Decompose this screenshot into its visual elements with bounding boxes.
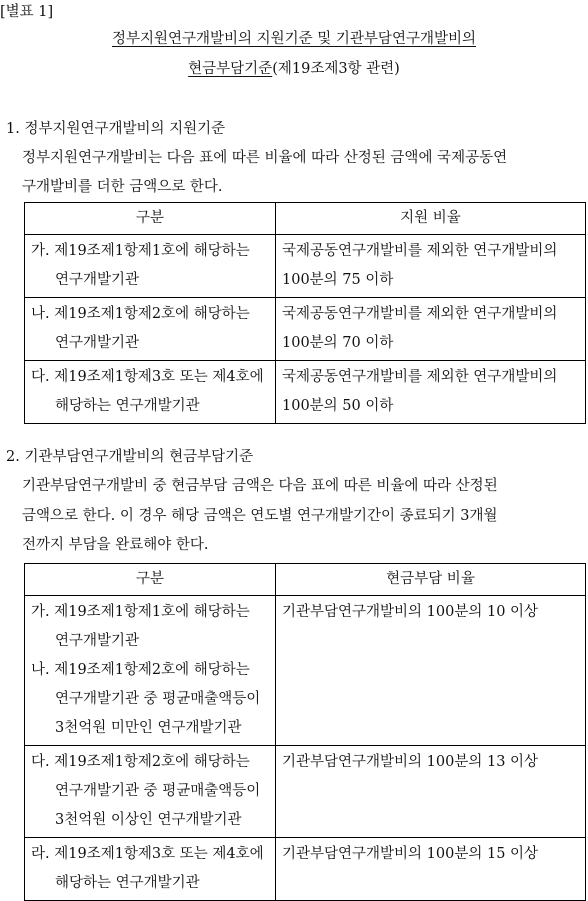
table-header-row xyxy=(25,564,586,596)
category-line: 3천억원 미만인 연구개발기관 xyxy=(55,720,242,736)
header-category: 구분 xyxy=(25,564,276,596)
category-line: 연구개발기관 xyxy=(55,272,140,288)
rate-line: 100분의 50 이하 xyxy=(282,398,394,414)
category-line: 연구개발기관 xyxy=(55,335,140,351)
rate-line: 기관부담연구개발비의 100분의 13 이상 xyxy=(282,754,539,770)
rate-line: 국제공동연구개발비를 제외한 연구개발비의 xyxy=(282,243,558,259)
document-title-line1: 정부지원연구개발비의 지원기준 및 기관부담연구개발비의 xyxy=(111,31,476,47)
category-line: 연구개발기관 중 평균매출액등이 xyxy=(55,783,261,799)
rate-line: 기관부담연구개발비의 100분의 10 이상 xyxy=(282,604,539,620)
category-line: 연구개발기관 중 평균매출액등이 xyxy=(55,691,261,707)
header-category: 구분 xyxy=(25,203,276,235)
rate-line: 기관부담연구개발비의 100분의 15 이상 xyxy=(282,846,539,862)
support-ratio-table xyxy=(24,202,586,424)
rate-line: 100분의 70 이하 xyxy=(282,335,394,351)
category-line: 해당하는 연구개발기관 xyxy=(55,398,200,414)
category-line: 연구개발기관 xyxy=(55,633,140,649)
section2-body-line3: 전까지 부담을 완료해야 한다. xyxy=(22,537,209,553)
table-row xyxy=(25,838,586,901)
header-cash-burden-ratio: 현금부담 비율 xyxy=(276,564,586,596)
category-line: 가. 제19조제1항제1호에 해당하는 xyxy=(31,243,250,259)
document-title-line2 xyxy=(0,57,588,78)
section1-body-line1: 정부지원연구개발비는 다음 표에 따른 비율에 따라 산정된 금액에 국제공동연 xyxy=(22,150,508,166)
section2-body-line2: 금액으로 한다. 이 경우 해당 금액은 연도별 연구개발기간이 종료되기 3개월 xyxy=(22,508,498,524)
category-line: 라. 제19조제1항제3호 또는 제4호에 xyxy=(31,846,264,862)
table-row xyxy=(25,746,586,838)
table-row xyxy=(25,298,586,361)
appendix-label: [별표 1] xyxy=(0,4,54,20)
cash-burden-ratio-table xyxy=(24,563,586,901)
rate-line: 국제공동연구개발비를 제외한 연구개발비의 xyxy=(282,306,558,322)
table-header-row xyxy=(25,203,586,235)
category-line: 나. 제19조제1항제2호에 해당하는 xyxy=(31,306,250,322)
table-row xyxy=(25,235,586,298)
section2-heading: 2. 기관부담연구개발비의 현금부담기준 xyxy=(6,449,254,465)
rate-line: 국제공동연구개발비를 제외한 연구개발비의 xyxy=(282,369,558,385)
table-row xyxy=(25,361,586,424)
category-line: 3천억원 이상인 연구개발기관 xyxy=(55,812,242,828)
rate-line: 100분의 75 이하 xyxy=(282,272,394,288)
header-support-ratio: 지원 비율 xyxy=(276,203,586,235)
category-line: 가. 제19조제1항제1호에 해당하는 xyxy=(31,604,250,620)
section2-body-line1: 기관부담연구개발비 중 현금부담 금액은 다음 표에 따른 비율에 따라 산정된 xyxy=(22,478,498,494)
title-reference: (제19조제3항 관련) xyxy=(272,61,400,77)
title-underlined-part: 현금부담기준 xyxy=(188,61,273,77)
category-line: 해당하는 연구개발기관 xyxy=(55,875,200,891)
section1-heading: 1. 정부지원연구개발비의 지원기준 xyxy=(6,121,226,137)
category-line: 다. 제19조제1항제3호 또는 제4호에 xyxy=(31,369,264,385)
table-row xyxy=(25,596,586,746)
category-line: 나. 제19조제1항제2호에 해당하는 xyxy=(31,662,250,678)
category-line: 다. 제19조제1항제2호에 해당하는 xyxy=(31,754,250,770)
section1-body-line2: 구개발비를 더한 금액으로 한다. xyxy=(22,179,223,195)
